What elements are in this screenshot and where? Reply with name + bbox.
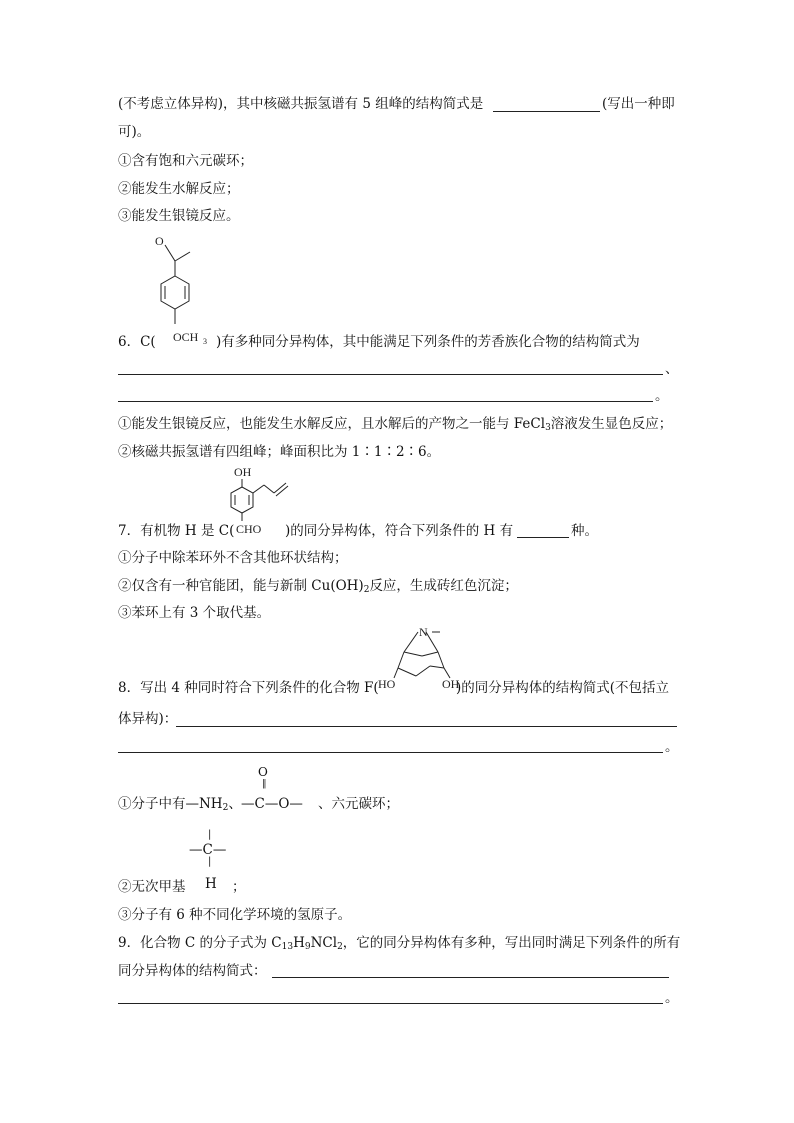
- q5-text-line1-end: (写出一种即: [602, 96, 675, 112]
- q8-ester-double-bond: ‖: [262, 779, 267, 789]
- q6-condition-1: ①能发生银镜反应，也能发生水解反应，且水解后的产物之一能与 FeCl$_3$溶液发生显色反应；: [118, 416, 673, 433]
- q8-end: 。: [665, 739, 679, 755]
- q8-methine-h: H: [205, 876, 217, 892]
- q5-text-line1: (不考虑立体异构)，其中核磁共振氢谱有 5 组峰的结构简式是: [118, 96, 484, 112]
- q5-condition-1: ①含有饱和六元碳环；: [118, 153, 253, 169]
- q6-separator: 、: [665, 361, 679, 377]
- q6-answer-blank-2[interactable]: [118, 401, 653, 402]
- q8-condition-3: ③分子有 6 种不同化学环境的氢原子。: [118, 907, 352, 923]
- q8-methine-top-bond: |: [208, 829, 212, 840]
- q8-condition-1-end: 、六元碳环；: [318, 796, 399, 812]
- q5-condition-3: ③能发生银镜反应。: [118, 208, 240, 224]
- q6-text: )有多种同分异构体，其中能满足下列条件的芳香族化合物的结构简式为: [216, 334, 640, 350]
- q6-structure-4-methoxyacetophenone: [140, 228, 220, 348]
- q6-prefix: 6．C(: [118, 334, 156, 350]
- q7-prefix: 7．有机物 H 是 C(: [118, 523, 235, 539]
- q8-struct-oh: OH: [442, 677, 460, 691]
- q7-text: )的同分异构体，符合下列条件的 H 有: [285, 523, 514, 539]
- q9-answer-blank-1[interactable]: [272, 977, 669, 978]
- q7-condition-3: ③苯环上有 3 个取代基。: [118, 605, 271, 621]
- q8-methine-bottom-bond: |: [208, 856, 212, 867]
- q7-condition-1: ①分子中除苯环外不含其他环状结构；: [118, 550, 348, 566]
- q6-struct-och3-sub: 3: [203, 337, 207, 346]
- q6-struct-och3: OCH: [173, 330, 199, 344]
- q6-end: 。: [655, 388, 669, 404]
- q8-condition-2-end: ；: [232, 879, 246, 895]
- q8-struct-n: N: [419, 625, 428, 639]
- q7-struct-cho: CHO: [236, 522, 262, 535]
- q9-answer-blank-2[interactable]: [118, 1003, 663, 1004]
- q5-answer-blank[interactable]: [493, 111, 600, 112]
- q5-text-line2: 可)。: [118, 124, 151, 140]
- q8-prefix: 8．写出 4 种同时符合下列条件的化合物 F(: [118, 680, 379, 696]
- q8-text: )的同分异构体的结构简式(不包括立: [456, 680, 670, 696]
- q8-text-line2: 体异构)：: [118, 711, 178, 727]
- q8-answer-blank-2[interactable]: [118, 752, 663, 753]
- q6-struct-o: O: [155, 234, 164, 248]
- q6-condition-2: ②核磁共振氢谱有四组峰；峰面积比为 1∶1∶2∶6。: [118, 444, 441, 460]
- q7-answer-blank[interactable]: [517, 537, 569, 538]
- q5-condition-2: ②能发生水解反应；: [118, 181, 240, 197]
- q8-methine-c: —C—: [189, 842, 227, 858]
- q8-ester-oxygen: O: [258, 765, 268, 779]
- q9-text-line1: 9．化合物 C 的分子式为 $C_{13}H_9NCl_2$，它的同分异构体有多种，写出同时满足下列条件的所有: [118, 935, 681, 952]
- q6-answer-blank-1[interactable]: [118, 374, 663, 375]
- q9-text-line2: 同分异构体的结构简式：: [118, 963, 267, 979]
- q7-text-end: 种。: [571, 523, 598, 539]
- q8-ester-group: —C—O—: [241, 796, 303, 812]
- q9-end: 。: [665, 990, 679, 1006]
- q7-struct-oh: OH: [234, 465, 252, 479]
- q8-answer-blank-1[interactable]: [176, 726, 677, 727]
- q7-condition-2: ②仅含有一种官能团，能与新制 $Cu(OH)_2$反应，生成砖红色沉淀；: [118, 578, 518, 595]
- q8-struct-ho: HO: [378, 677, 396, 691]
- q8-structure-tropane-diol: [376, 622, 466, 692]
- q8-condition-1: ①分子中有$—NH_2$、: [118, 796, 242, 813]
- q8-condition-2: ②无次甲基: [118, 879, 186, 895]
